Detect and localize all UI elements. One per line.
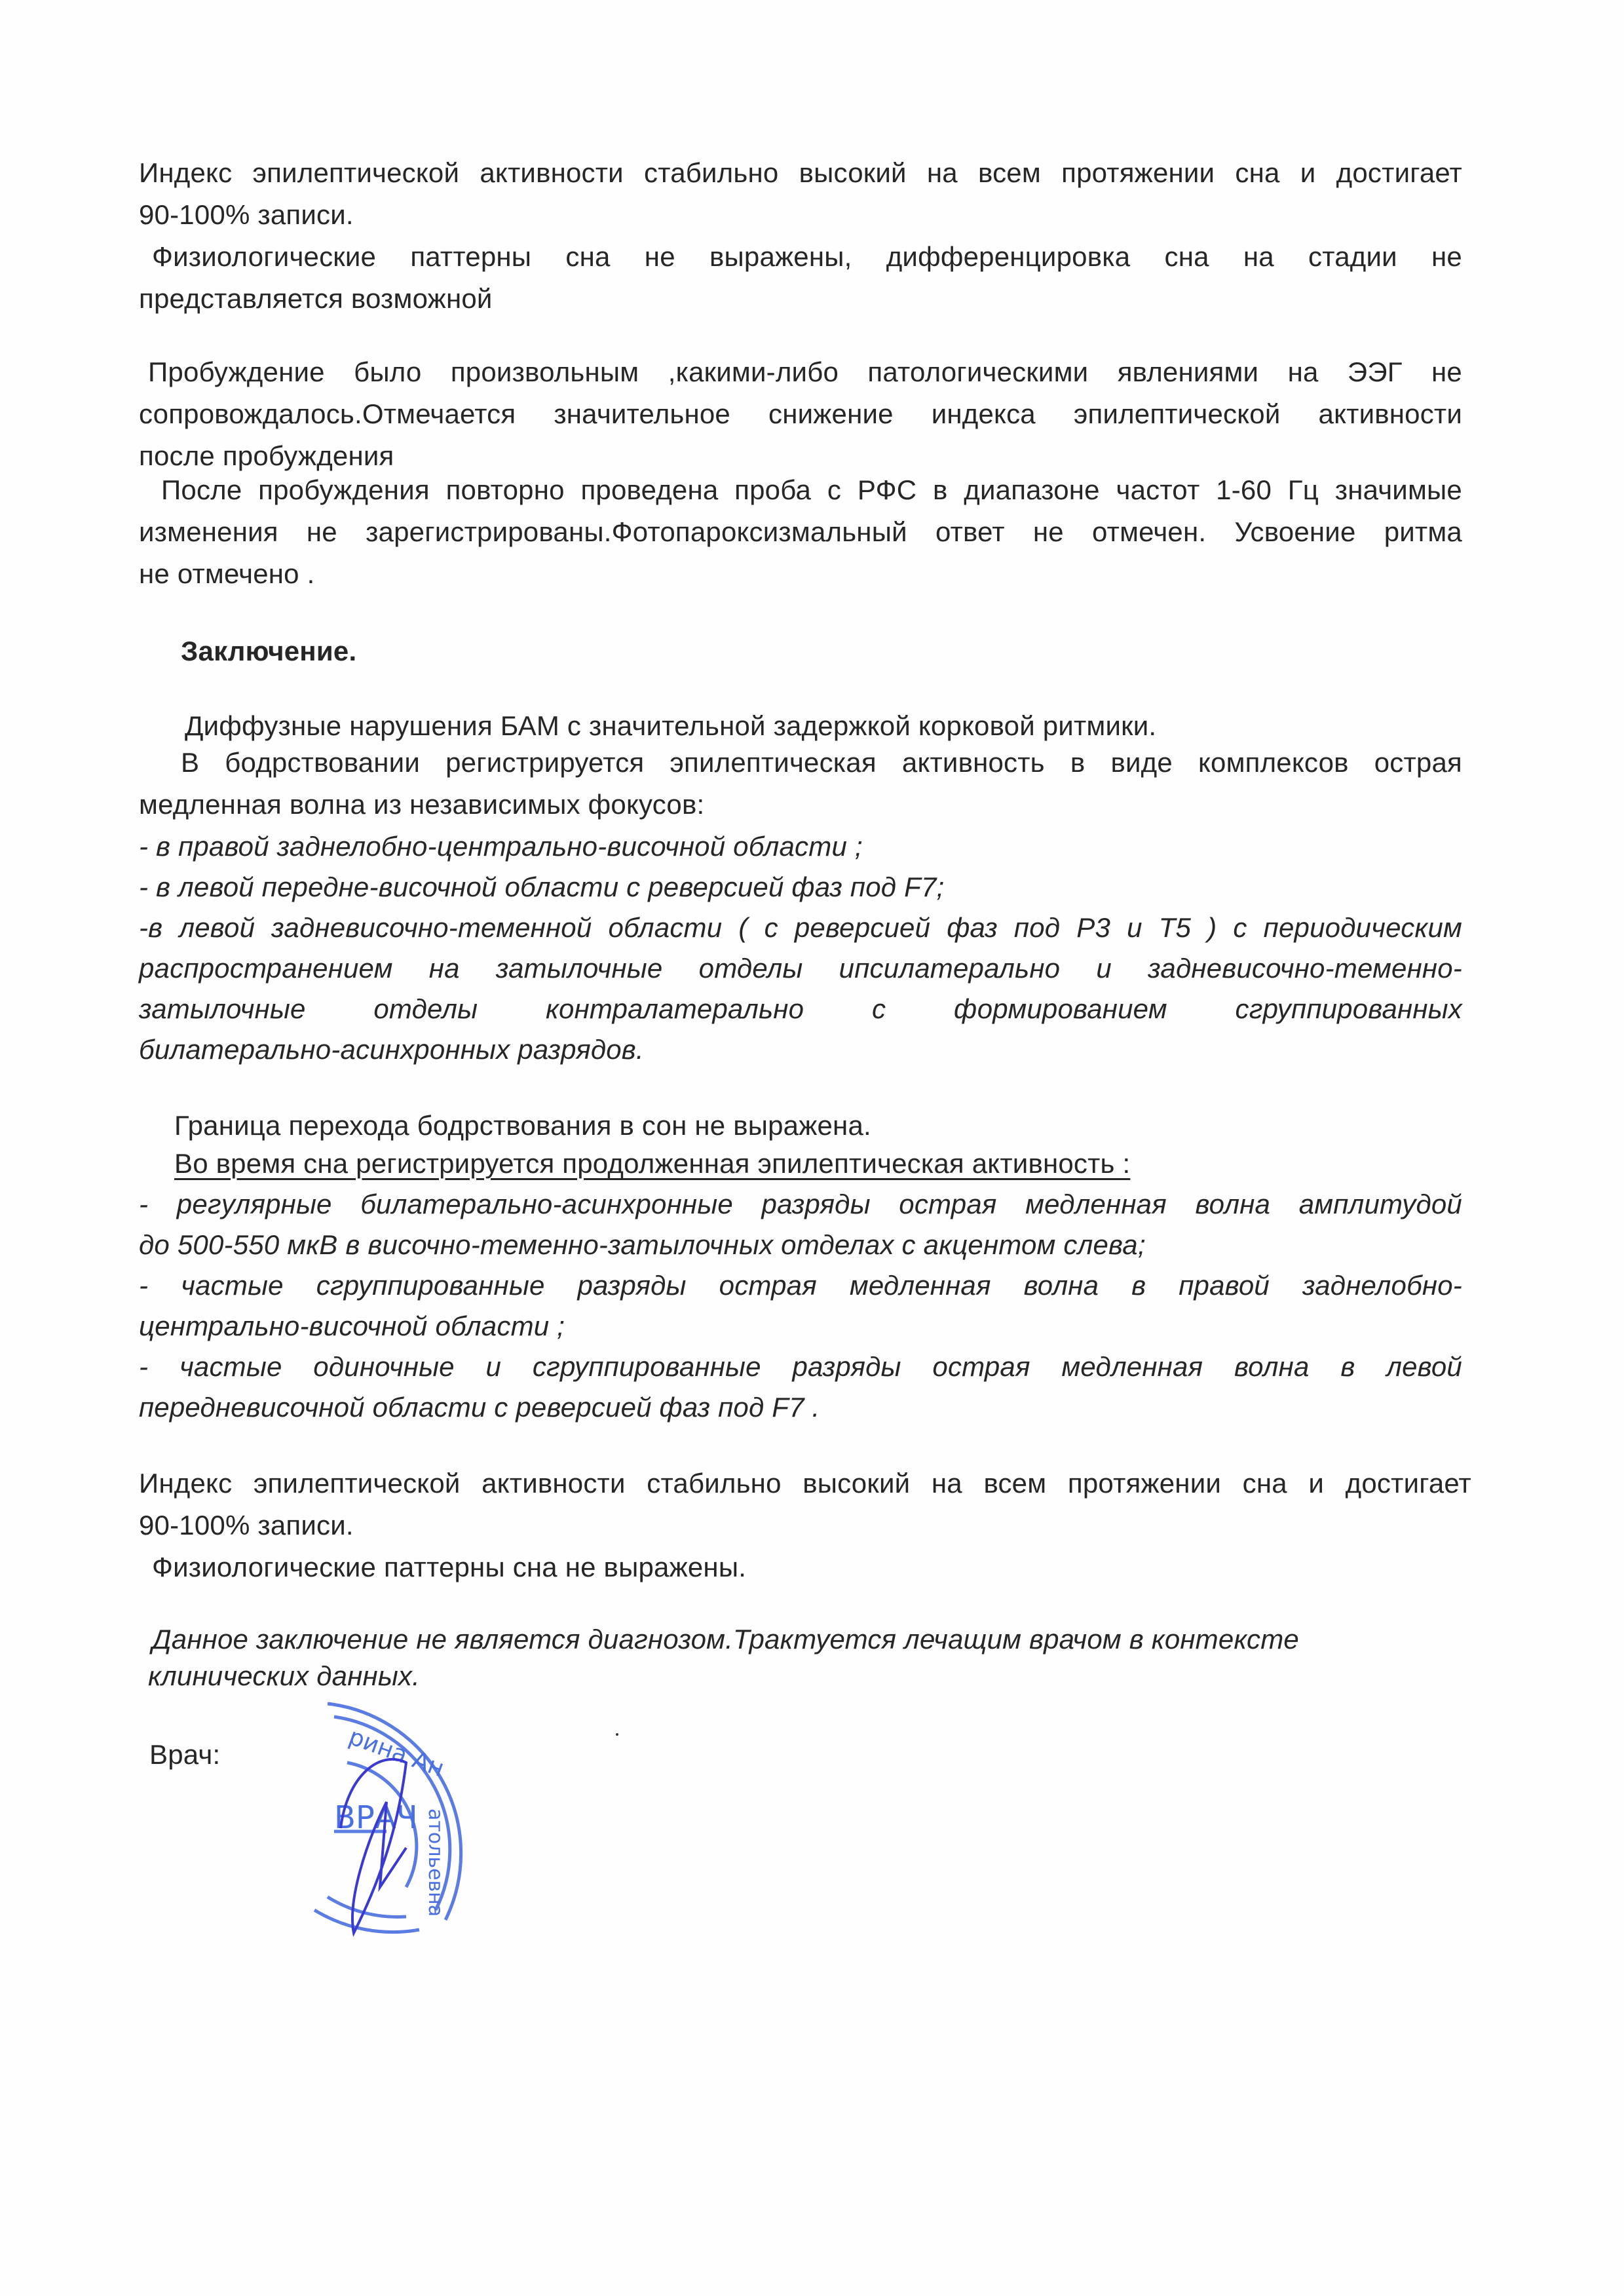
paragraph-line: после пробуждения (139, 440, 394, 471)
stamp-icon (308, 1671, 478, 1946)
doctor-stamp (308, 1671, 478, 1946)
paragraph-line: В бодрствовании регистрируется эпилептическая активность в виде комплексов острая (181, 747, 1462, 778)
svg-text:ВРАЧ: ВРАЧ (334, 1799, 418, 1836)
focus-item: билатерально-асинхронных разрядов. (139, 1034, 644, 1065)
focus-item: -в левой задневисочно-теменной области ( с реверсией фаз под P3 и T5 ) с периодическим (139, 912, 1462, 943)
paragraph-line: Индекс эпилептической активности стабильно высокий на всем протяжении сна и достигает (139, 157, 1462, 188)
paragraph-line: 90-100% записи. (139, 1510, 354, 1540)
paragraph-line: Физиологические паттерны сна не выражены. (152, 1552, 747, 1582)
focus-item: затылочные отделы контралатерально с формированием сгруппированных (139, 993, 1462, 1024)
doctor-label: Врач: (149, 1739, 221, 1770)
paragraph-line: 90-100% записи. (139, 199, 354, 230)
focus-item: - в правой заднелобно-центрально-височной области ; (139, 831, 863, 862)
paragraph-line: Индекс эпилептической активности стабильно высокий на всем протяжении сна и достигает (139, 1468, 1471, 1499)
paragraph-line: не отмечено . (139, 558, 315, 589)
sleep-item: передневисочной области с реверсией фаз под F7 . (139, 1392, 820, 1423)
focus-item: распространением на затылочные отделы ипсилатерально и задневисочно-теменно- (139, 953, 1462, 984)
sleep-item: до 500-550 мкВ в височно-теменно-затылочных отделах с акцентом слева; (139, 1229, 1146, 1260)
paragraph-line: Диффузные нарушения БАМ с значительной задержкой корковой ритмики. (185, 710, 1157, 741)
paragraph-line: изменения не зарегистрированы.Фотопароксизмальный ответ не отмечен. Усвоение ритма (139, 516, 1462, 547)
paragraph-line: медленная волна из независимых фокусов: (139, 789, 705, 820)
sleep-item: - частые сгруппированные разряды острая медленная волна в правой заднелобно- (139, 1270, 1462, 1301)
paragraph-line: Граница перехода бодрствования в сон не выражена. (174, 1110, 871, 1141)
conclusion-heading: Заключение. (181, 636, 357, 666)
paragraph-line: сопровождалось.Отмечается значительное снижение индекса эпилептической активности (139, 398, 1462, 429)
paragraph-line: представляется возможной (139, 283, 493, 314)
svg-text:атольевна: атольевна (424, 1808, 447, 1917)
sleep-subheading: Во время сна регистрируется продолженная эпилептическая активность : (174, 1148, 1131, 1179)
paragraph-line: Физиологические паттерны сна не выражены, дифференцировка сна на стадии не (152, 241, 1462, 272)
sleep-item: - регулярные билатерально-асинхронные разряды острая медленная волна амплитудой (139, 1189, 1462, 1219)
svg-text:рина Ан: рина Ан (345, 1723, 448, 1783)
disclaimer-line: Данное заключение не является диагнозом.Трактуется лечащим врачом в контексте (152, 1624, 1299, 1655)
sleep-item: центрально-височной области ; (139, 1311, 565, 1341)
scan-speck (616, 1733, 618, 1736)
disclaimer-line: клинических данных. (148, 1660, 421, 1691)
focus-item: - в левой передне-височной области с реверсией фаз под F7; (139, 871, 945, 902)
paragraph-line: После пробуждения повторно проведена проба с РФС в диапазоне частот 1-60 Гц значимые (161, 474, 1462, 505)
sleep-item: - частые одиночные и сгруппированные разряды острая медленная волна в левой (139, 1351, 1462, 1382)
paragraph-line: Пробуждение было произвольным ,какими-либо патологическими явлениями на ЭЭГ не (148, 356, 1462, 387)
